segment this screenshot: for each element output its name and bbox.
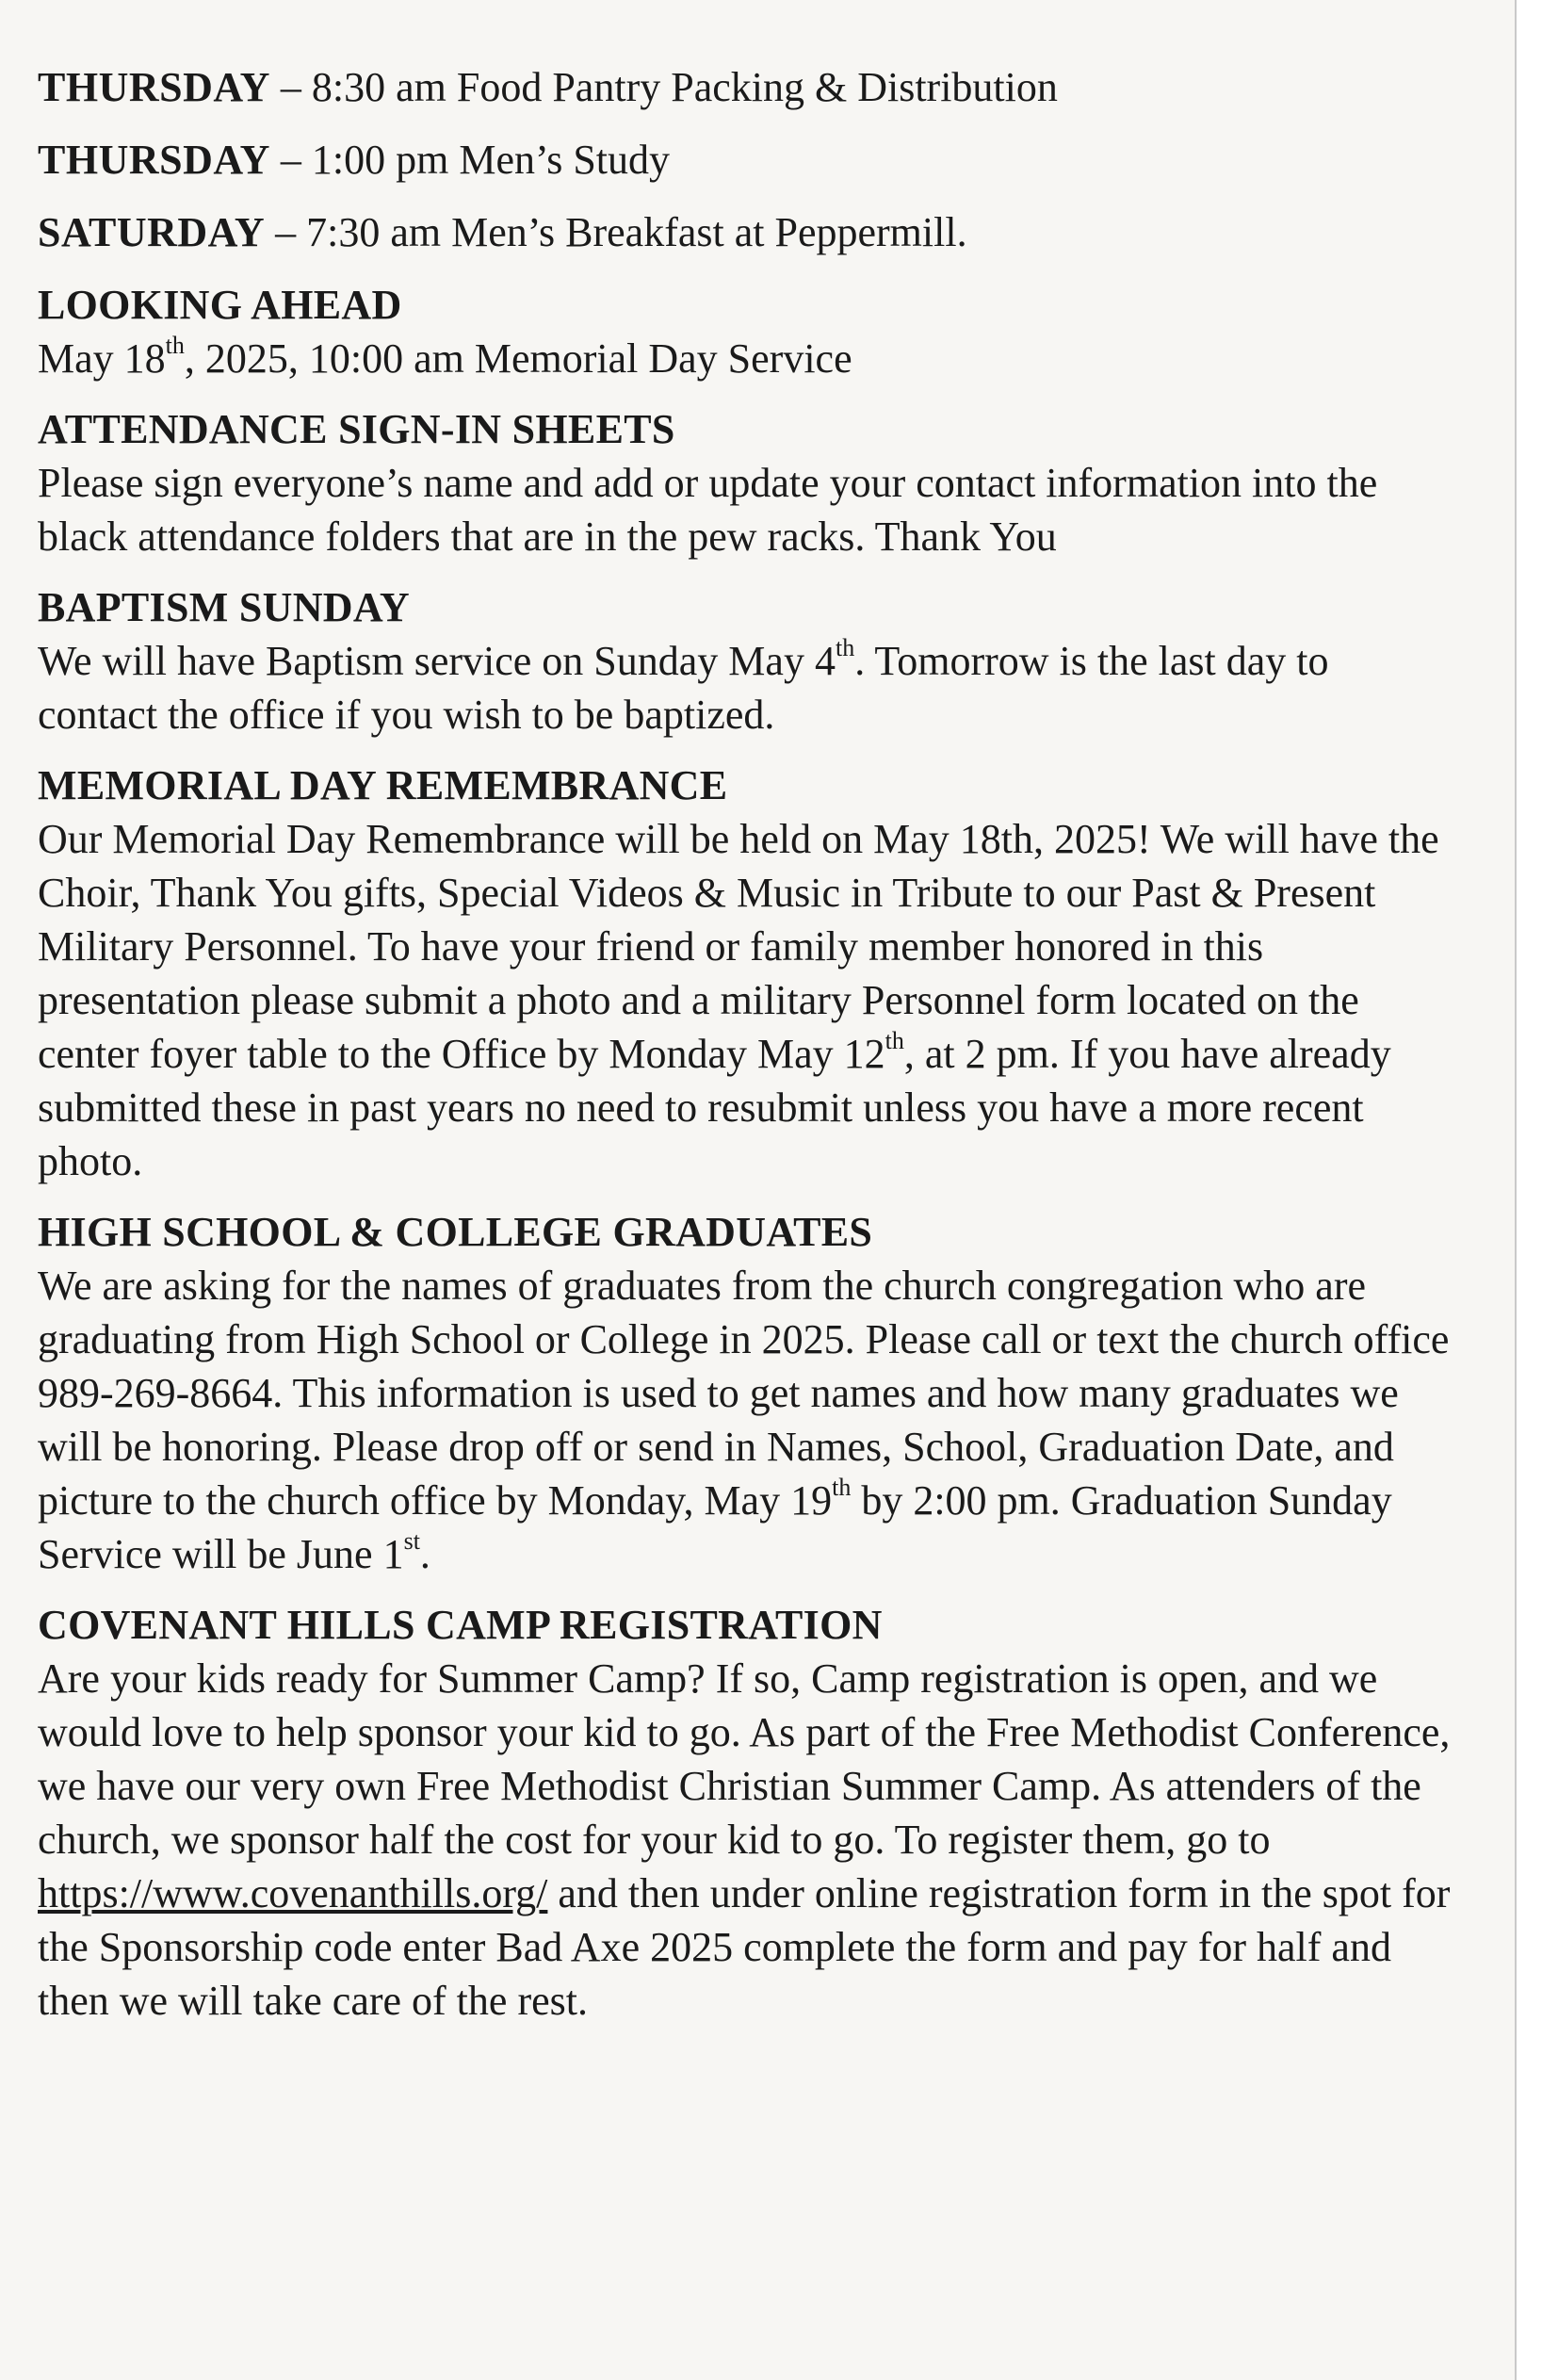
text-run: and then under online registration form in the spot for the Sponsorship code enter Bad Axe 2025 complete the form and pay for half and then we will take care of the rest.	[38, 1870, 1451, 2024]
section-text	[38, 1652, 1451, 2028]
text-run: , at 2 pm. If you have already submitted these in past years no need to resubmit unless you have a more recent photo.	[38, 1031, 1391, 1184]
ordinal-suffix: th	[832, 1474, 852, 1502]
baptism-section	[38, 580, 1451, 742]
attendance-section	[38, 402, 1451, 563]
section-text	[38, 812, 1451, 1188]
text-run: Are your kids ready for Summer Camp? If so, Camp registration is open, and we would love to help sponsor your kid to go. As part of the Free Methodist Conference, we have our very own Free Methodist Christian Summer Camp. As attenders of the church, we sponsor half the cost for your kid to go. To register them, go to	[38, 1655, 1451, 1863]
ordinal-suffix: th	[165, 332, 185, 360]
schedule-day: SATURDAY	[38, 209, 266, 255]
camp-registration-link[interactable]: https://www.covenanthills.org/	[38, 1870, 548, 1916]
ordinal-suffix: th	[885, 1027, 904, 1055]
section-title: COVENANT HILLS CAMP REGISTRATION	[38, 1602, 883, 1648]
section-title: HIGH SCHOOL & COLLEGE GRADUATES	[38, 1209, 873, 1255]
schedule-text: 1:00 pm Men’s Study	[311, 137, 671, 183]
schedule-separator: –	[269, 64, 312, 110]
section-title: LOOKING AHEAD	[38, 282, 402, 328]
text-run: Our Memorial Day Remembrance will be held on May 18th, 2025! We will have the Choir, Thank You gifts, Special Videos & Music in Tribute to our Past & Present Military Personnel. To have your friend or family member honored in this presentation please submit a photo and a military Personnel form located on the center foyer table to the Office by Monday May 12	[38, 816, 1439, 1077]
text-run: . Tomorrow is the last day to contact the office if you wish to be baptized.	[38, 638, 1329, 738]
looking-ahead-section	[38, 278, 1451, 385]
section-text	[38, 634, 1451, 742]
camp-section	[38, 1598, 1451, 2028]
text-run: We are asking for the names of graduates from the church congregation who are graduating from High School or College in 2025. Please call or text the church office 989-269-8664. This information is used to get names and how many graduates we will be honoring. Please drop off or send in Names, School, Graduation Date, and picture to the church office by Monday, May 19	[38, 1263, 1450, 1524]
schedule-item	[38, 133, 1451, 187]
text-run: We will have Baptism service on Sunday May 4	[38, 638, 836, 684]
text-run: by 2:00 pm. Graduation Sunday Service will be June 1	[38, 1477, 1392, 1577]
section-title: ATTENDANCE SIGN-IN SHEETS	[38, 406, 675, 452]
section-title: MEMORIAL DAY REMEMBRANCE	[38, 762, 728, 808]
text-run: May 18	[38, 335, 166, 382]
graduates-section	[38, 1205, 1451, 1581]
section-title: BAPTISM SUNDAY	[38, 584, 410, 630]
schedule-separator: –	[265, 209, 307, 255]
section-text	[38, 332, 1451, 385]
text-run: .	[419, 1531, 430, 1577]
schedule-item	[38, 205, 1451, 259]
schedule-text: 7:30 am Men’s Breakfast at Peppermill.	[306, 209, 967, 255]
schedule-item	[38, 60, 1451, 114]
ordinal-suffix: st	[403, 1527, 420, 1556]
section-text: Please sign everyone’s name and add or update your contact information into the black attendance folders that are in the pew racks. Thank You	[38, 460, 1378, 560]
schedule-text: 8:30 am Food Pantry Packing & Distribution	[311, 64, 1058, 110]
ordinal-suffix: th	[835, 634, 855, 662]
page-edge	[1515, 0, 1542, 2380]
memorial-section	[38, 758, 1451, 1188]
schedule-day: THURSDAY	[38, 137, 270, 183]
schedule-separator: –	[269, 137, 312, 183]
schedule-day: THURSDAY	[38, 64, 270, 110]
bulletin-content	[38, 60, 1451, 2028]
section-text	[38, 1259, 1451, 1581]
text-run: , 2025, 10:00 am Memorial Day Service	[184, 335, 852, 382]
